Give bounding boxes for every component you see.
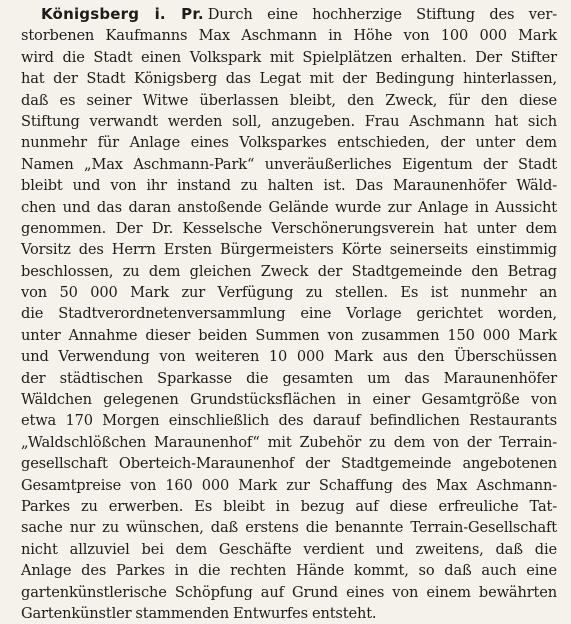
article-paragraph bbox=[21, 4, 557, 624]
article-line-8: Namen „Max Aschmann-Park“ unveräußerliches Eigentum der Stadt bbox=[21, 155, 557, 173]
article-line-21: „Waldschlößchen Maraunenhof“ mit Zubehör zu dem von der Terrain- bbox=[21, 433, 557, 451]
article-line-1-text: Durch eine hochherzige Stiftung des ver- bbox=[207, 6, 557, 23]
article-line-20: etwa 170 Morgen einschließlich des darauf befindlichen Restaurants bbox=[21, 412, 557, 430]
article-line-5: daß es seiner Witwe überlassen bleibt, den Zweck, für den diese bbox=[21, 91, 557, 109]
article-line-25: sache nur zu wünschen, daß erstens die benannte Terrain-Gesellschaft bbox=[21, 519, 557, 537]
article-line-15: die Stadtverordnetenversammlung eine Vorlage gerichtet worden, bbox=[21, 305, 557, 323]
article-line-29: Gartenkünstler stammenden Entwurfes entsteht. bbox=[21, 604, 377, 622]
article-line-16: unter Annahme dieser beiden Summen von zusammen 150 000 Mark bbox=[21, 326, 557, 344]
article-line-23: Gesamtpreise von 160 000 Mark zur Schaffung des Max Aschmann- bbox=[21, 476, 557, 494]
article-line-14: von 50 000 Mark zur Verfügung zu stellen. Es ist nunmehr an bbox=[21, 284, 557, 302]
article-line-9: bleibt und von ihr instand zu halten ist. Das Maraunenhöfer Wäld- bbox=[21, 177, 557, 195]
article-line-18: der städtischen Sparkasse die gesamten um das Maraunenhöfer bbox=[21, 369, 557, 387]
article-line-7: nunmehr für Anlage eines Volksparkes entschieden, der unter dem bbox=[21, 134, 557, 152]
article-line-17: und Verwendung von weiteren 10 000 Mark aus den Überschüssen bbox=[21, 348, 557, 366]
article-line-2: storbenen Kaufmanns Max Aschmann in Höhe von 100 000 Mark bbox=[21, 27, 557, 45]
article-line-27: Anlage des Parkes in die rechten Hände kommt, so daß auch eine bbox=[21, 562, 557, 580]
article-line-3: wird die Stadt einen Volkspark mit Spielplätzen erhalten. Der Stifter bbox=[21, 48, 557, 66]
article-line-22: gesellschaft Oberteich-Maraunenhof der Stadtgemeinde angebotenen bbox=[21, 455, 557, 473]
article-line-24: Parkes zu erwerben. Es bleibt in bezug auf diese erfreuliche Tat- bbox=[21, 497, 557, 515]
article-line-10: chen und das daran anstoßende Gelände wurde zur Anlage in Aussicht bbox=[21, 198, 557, 216]
article-line-26: nicht allzuviel bei dem Geschäfte verdient und zweitens, daß die bbox=[21, 540, 557, 558]
article-line-12: Vorsitz des Herrn Ersten Bürgermeisters Körte seinerseits einstimmig bbox=[21, 241, 557, 259]
article-line-13: beschlossen, zu dem gleichen Zweck der Stadtgemeinde den Betrag bbox=[21, 262, 557, 280]
article-line-11: genommen. Der Dr. Kesselsche Verschönerungsverein hat unter dem bbox=[21, 219, 557, 237]
article-line-19: Wäldchen gelegenen Grundstücksflächen in einer Gesamtgröße von bbox=[21, 391, 557, 409]
article-line-28: gartenkünstlerische Schöpfung auf Grund eines von einem bewährten bbox=[21, 583, 557, 601]
article-line-6: Stiftung verwandt werden soll, anzugeben. Frau Aschmann hat sich bbox=[21, 112, 557, 130]
article-line-4: hat der Stadt Königsberg das Legat mit der Bedingung hinterlassen, bbox=[21, 70, 557, 88]
article-headline: Königsberg i. Pr. bbox=[41, 5, 204, 23]
article-line-1 bbox=[21, 4, 557, 25]
